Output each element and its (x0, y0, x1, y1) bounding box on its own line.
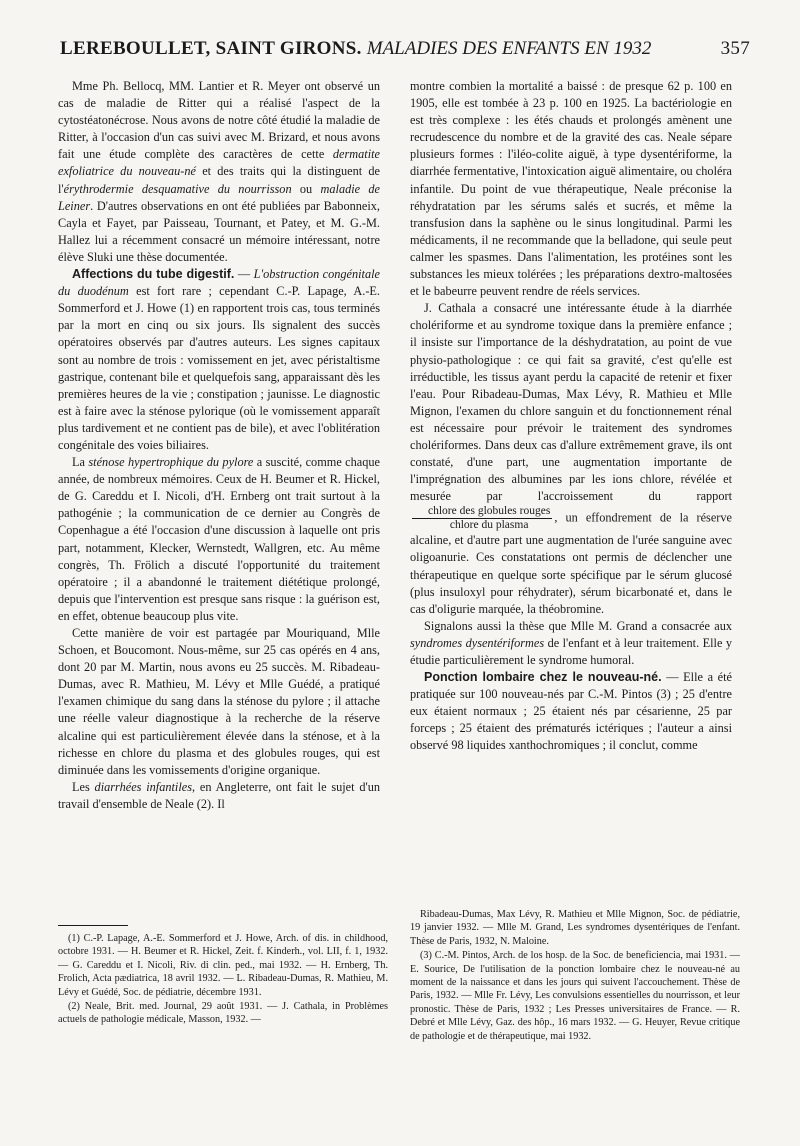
footnote: (3) C.-M. Pintos, Arch. de los hosp. de la Soc. de beneficiencia, mai 1931. — E. Sourice, De l'utilisation de la ponction lombaire chez le nouveau-né au moment de la naissance et dans les jours qui suivent l'accouchement. Thèse de Paris, 1932. — Mlle Fr. Lévy, Les convulsions essentielles du nourrisson, et leur pronostic. Thèse de Paris, 1932 ; Les Presses universitaires de France. — R. Debré et Mlle Lévy, Gaz. des hôp., 16 mars 1932. — G. Heuyer, Revue critique de pathologie et de thérapeutique, mai 1932. (410, 950, 740, 1042)
footnote: Ribadeau-Dumas, Max Lévy, R. Mathieu et Mlle Mignon, Soc. de pédiatrie, 19 janvier 1932. — Mlle M. Grand, Les syndromes dysentériques de l'enfant. Thèse de Paris, 1932, N. Maloine. (410, 909, 740, 947)
paragraph: Mme Ph. Bellocq, MM. Lantier et R. Meyer ont observé un cas de maladie de Ritter qui a réalisé l'aspect de la cytostéatonécrose. Nous avons de notre côté étudié la maladie de Ritter, à l'occasion d'un cas suivi avec M. Brizard, et nous avons fait une étude complète des caractères de cette dermatite exfoliatrice du nouveau-né et des traits qui la distinguent de l'érythrodermie desquamative du nourrisson ou maladie de Leiner. D'autres observations en ont été publiées par Babonneix, Cayla et Fayet, par Paisseau, Tournant, et Patey, et M. G.-M. Hallez lui a récemment consacré un mémoire intéressant, notre élève Sluki une thèse documentée. (58, 79, 381, 264)
footnotes-right (410, 908, 740, 1044)
section-digestif: Affections du tube digestif. — L'obstruction congénitale du duodénum est fort rare ; cependant C.-P. Lapage, A.-E. Sommerford et J. Howe (1) en rapportent trois cas, tous terminés par la mort en cinq ou six jours. Ils signalent des succès opératoires observés par d'autres auteurs. Les signes capitaux sont au nombre de trois : vomissement en jet, avec péristaltisme gastrique, contenant bile et quelquefois sang, apparaissant dès les premières heures de la vie ; constipation ; jaunisse. Le diagnostic est à faire avec la sténose pylorique (où le vomissement apparaît plus tardivement et ne contient pas de bile), et avec l'oblitération congénitale des voies biliaires. (58, 267, 381, 452)
footnote-rule (58, 925, 128, 926)
paragraph: Cette manière de voir est partagée par Mouriquand, Mlle Schoen, et Boucomont. Nous-même, sur 25 cas opérés en 4 ans, dont 20 par M. Martin, nous avons eu 25 succès. M. Ribadeau-Dumas, avec R. Mathieu, M. Lévy et Mlle Guédé, a pratiqué l'examen chimique du sang dans la sténose du pylore ; il attache une réelle valeur diagnostique à la recherche de la réserve alcaline qui est particulièrement élevée dans la sténose, et à la richesse en chlore du plasma et des globules rouges, qui est diminuée dans les vomissements d'origine organique. (58, 626, 380, 777)
left-column (58, 78, 380, 813)
fraction-denominator: chlore du plasma (449, 519, 529, 532)
footnote: (1) C.-P. Lapage, A.-E. Sommerford et J. Howe, Arch. of dis. in childhood, octobre 1931. — H. Beumer et R. Hickel, Zeit. f. Kinderh., vol. LII, f. 1, 1932. — G. Careddu et I. Nicoli, Riv. di clin. ped., mai 1932. — H. Ernberg, Th. Frolich, Acta pædiatrica, 18 avril 1932. — L. Ribadeau-Dumas, R. Mathieu, M. Lévy et Guédé, Soc. de pédiatrie, décembre 1931. (58, 933, 388, 998)
section-title: Ponction lombaire chez le nouveau-né. (424, 670, 662, 685)
paragraph: Les diarrhées infantiles, en Angleterre, ont fait le sujet d'un travail d'ensemble de Neale (2). Il (58, 779, 380, 811)
header-title: MALADIES DES ENFANTS EN 1932 (366, 38, 652, 59)
header-authors: LEREBOULLET, SAINT GIRONS. (60, 38, 362, 59)
right-column (410, 78, 732, 755)
paragraph: J. Cathala a consacré une intéressante étude à la diarrhée cholériforme et au syndrome toxique dans la première enfance ; il insiste sur l'importance de la déshydratation, au point de vue physio-pathologique : ce qui fait sa gravité, c'est qu'elle est irréductible, les tissus ayant perdu la capacité de retenir et fixer l'eau. Pour Ribadeau-Dumas, Max Lévy, R. Mathieu et Mlle Mignon, l'examen du chlore sanguin et du fonctionnement rénal est nécessaire pour prévoir le traitement des syndromes cholériformes. Dans deux cas d'allure extrêmement grave, ils ont constaté, d'une part, une augmentation importante de l'imprégnation des albumines par les ions chlore, révélée et mesurée par l'accroissement du rapport $\frac{\text{chlore des globules rouges}}{\text{chlore du plasma}}$ , un effondrement de la réserve alcaline, et d'autre part une augmentation de l'urée sanguine avec oligoanurie. Ces constatations ont permis de déclencher une thérapeutique en quelque sorte spécifique par le sérum glucosé (plus insuloxyl pour réhydrater), sérum bicarbonaté et, dans le cas d'oligurie marquée, la théobromine. (410, 301, 732, 616)
ratio-fraction (412, 505, 552, 532)
fraction-numerator: chlore des globules rouges (412, 505, 552, 519)
page-number: 357 (720, 38, 750, 59)
paragraph: Signalons aussi la thèse que Mlle M. Grand a consacrée aux syndromes dysentériformes de l'enfant et à leur traitement. Elle y étudie particulièrement le syndrome humoral. (410, 618, 732, 667)
section-ponction: Ponction lombaire chez le nouveau-né. — Elle a été pratiquée sur 100 nouveau-nés par C.-M. Pintos (3) ; 25 d'entre eux étaient normaux ; 25 étaient nés par césarienne, 25 par forceps ; 25 étaient des prématurés ictériques ; l'auteur a ainsi observé 98 liquides xanthochromiques ; il conclut, comme (410, 670, 733, 753)
paragraph: montre combien la mortalité a baissé : de presque 62 p. 100 en 1905, elle est tombée à 23 p. 100 en 1925. La bactériologie en est très complexe : les étés chauds et prolongés amènent une recrudescence du nombre et de la gravité des cas. Neale sépare plusieurs formes : l'iléo-colite aiguë, à type dysentériforme, la diarrhée fermentative, l'intoxication aiguë alimentaire, ou choléra infantile. Du point de vue thérapeutique, Neale préconise la réhydratation par les sérums salés et sucrés, et même la transfusion dans la saphène ou le sinus longitudinal. Parmi les médicaments, il ne recommande que la belladone, qui seule peut calmer les spasmes. Dans l'alimentation, les protéines sont les substances les mieux tolérées ; les préparations dextro-maltosées et le babeurre peuvent rendre de réels services. (410, 79, 732, 299)
paragraph: La sténose hypertrophique du pylore a suscité, comme chaque année, de nombreux mémoires. Ceux de H. Beumer et R. Hickel, de G. Careddu et I. Nicoli, d'H. Ernberg ont trait surtout à la pathogénie ; la communication de ce dernier au Congrès de Copenhague a été l'occasion d'une discussion à laquelle ont pris part, notamment, Klecker, Wernstedt, Wallgren, etc. Au même congrès, Th. Frölich a discuté l'opportunité du traitement opératoire ; il a abandonné le traitement diététique prolongé, depuis que l'intervention est presque sans risque : la guérison est, en effet, obtenue beaucoup plus vite. (58, 455, 380, 623)
section-title: Affections du tube digestif. (72, 267, 235, 282)
running-header (60, 38, 750, 60)
footnote: (2) Neale, Brit. med. Journal, 29 août 1931. — J. Cathala, in Problèmes actuels de pathologie médicale, Masson, 1932. — (58, 1001, 388, 1026)
footnotes-left (58, 932, 388, 1028)
